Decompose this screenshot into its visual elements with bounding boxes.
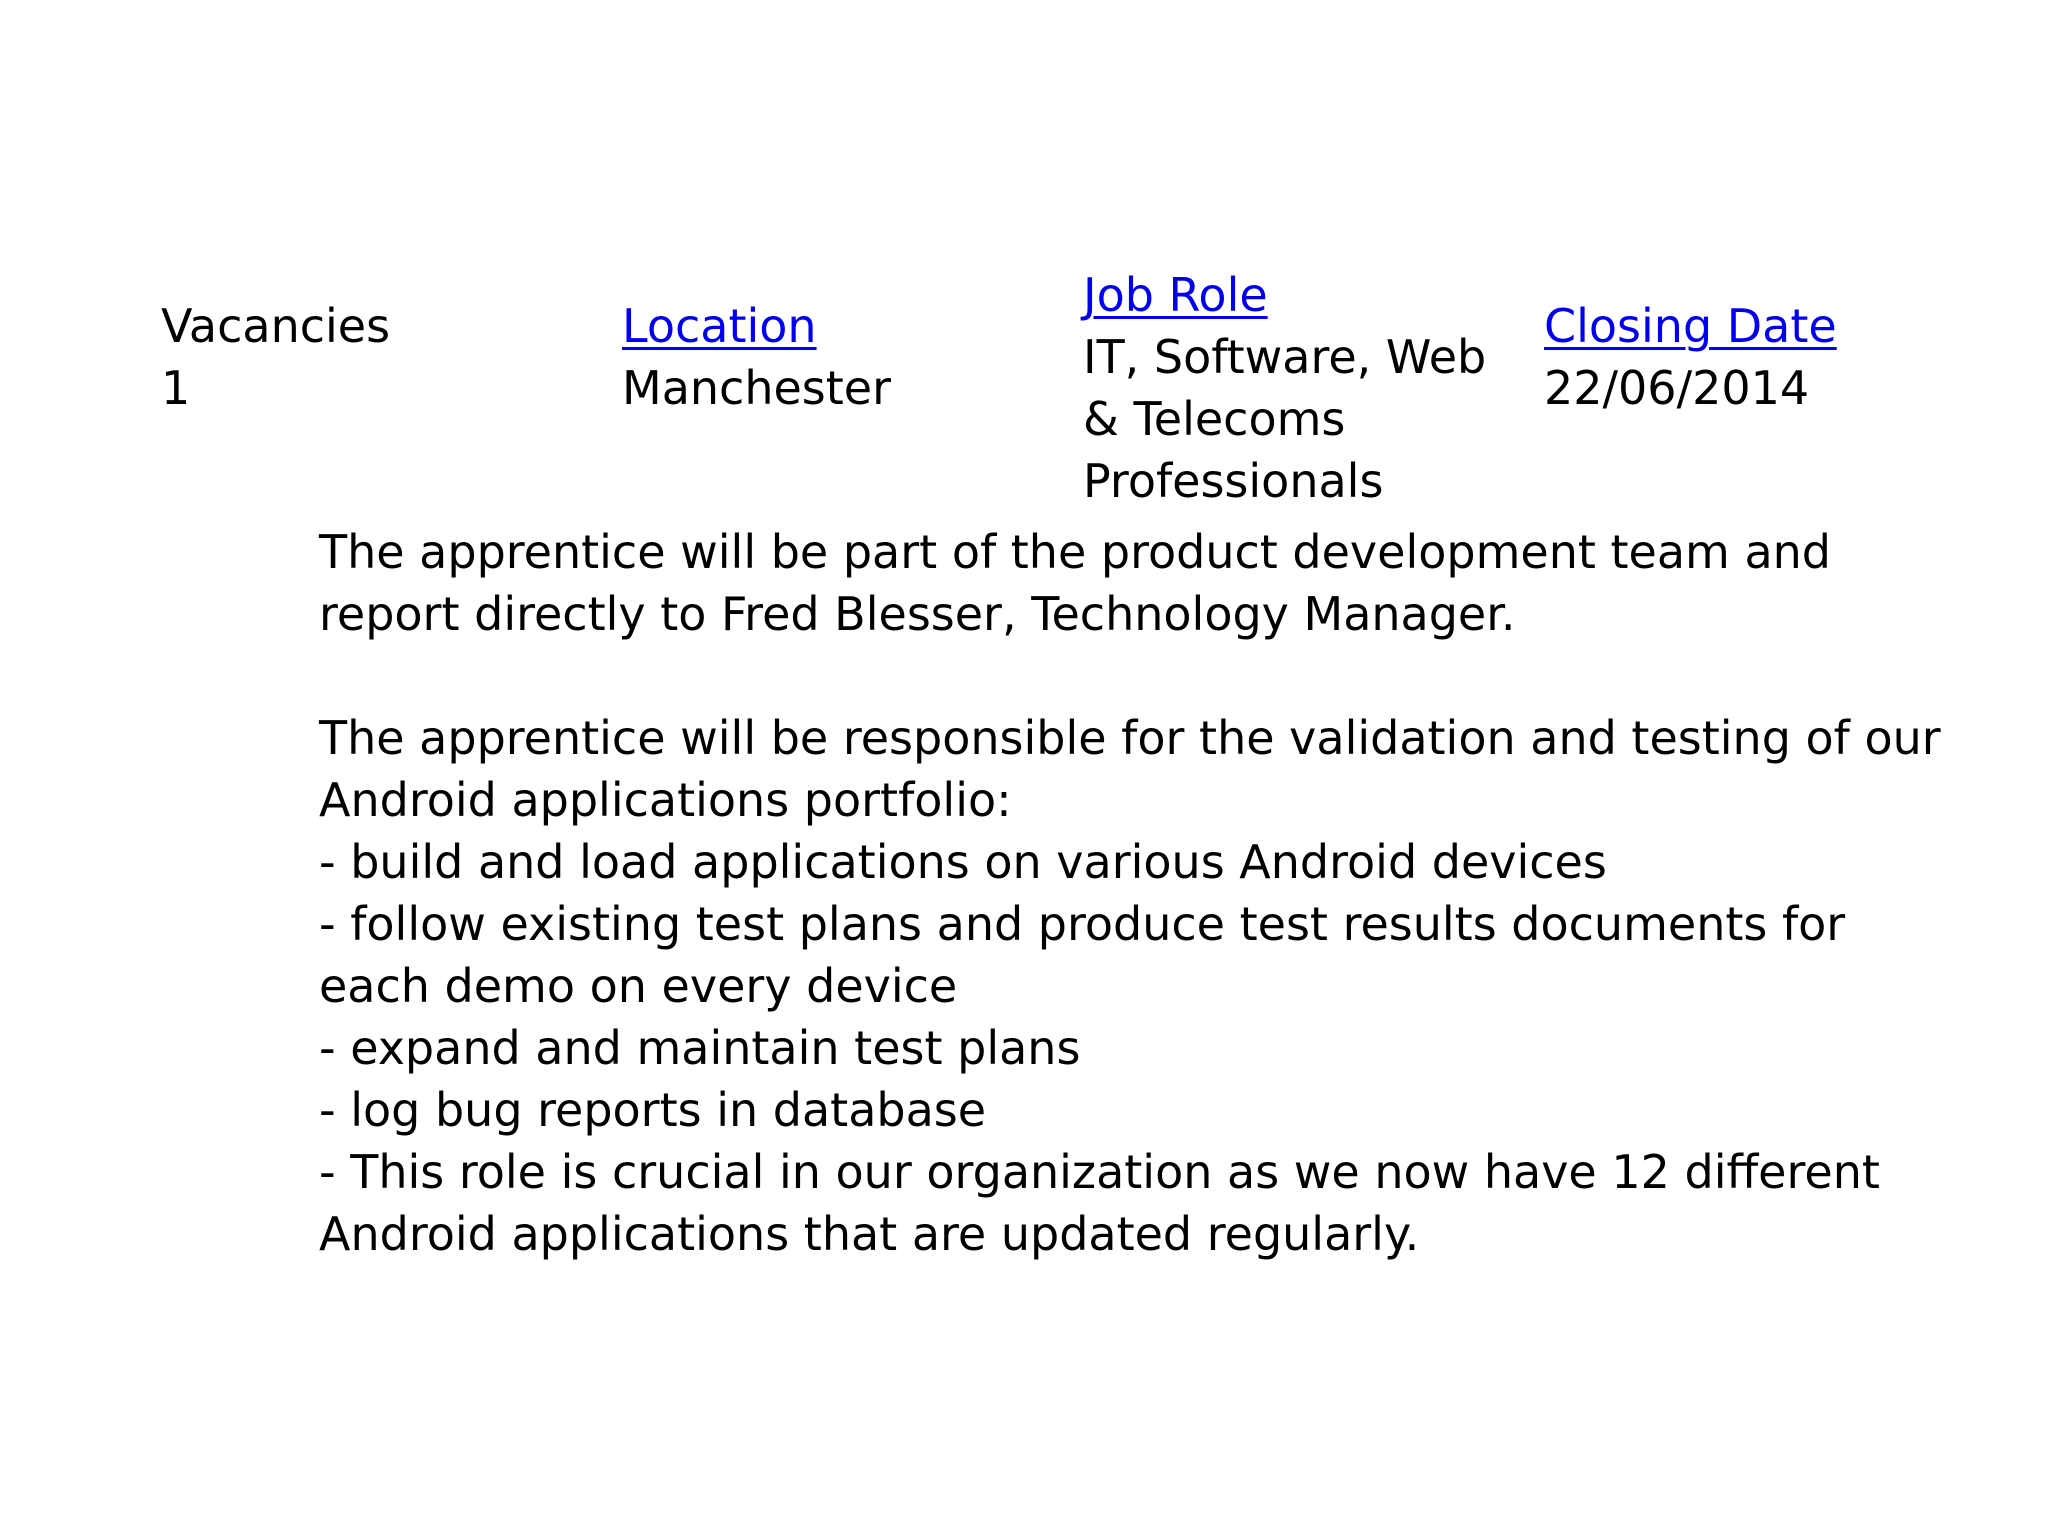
description-line: The apprentice will be responsible for the validation and testing of our <box>319 711 1941 765</box>
closing-date-link[interactable]: Closing Date <box>1544 299 1837 353</box>
description-bullet: - This role is crucial in our organization as we now have 12 different <box>319 1145 1880 1199</box>
paragraph-gap <box>319 645 1879 707</box>
job-role-value: IT, Software, Web & Telecoms Professionals <box>1083 330 1487 508</box>
description-bullet: - expand and maintain test plans <box>319 1021 1081 1075</box>
closing-date-field <box>1544 295 1984 419</box>
job-role-link[interactable]: Job Role <box>1083 268 1268 322</box>
description-line: report directly to Fred Blesser, Technology Manager. <box>319 587 1516 641</box>
description-bullet: - follow existing test plans and produce test results documents for <box>319 897 1846 951</box>
description-bullet: - build and load applications on various Android devices <box>319 835 1607 889</box>
description-line: Android applications portfolio: <box>319 773 1012 827</box>
description-bullet: - log bug reports in database <box>319 1083 987 1137</box>
job-role-field <box>1083 264 1513 512</box>
description-line: each demo on every device <box>319 959 958 1013</box>
description-line: The apprentice will be part of the product development team and <box>319 525 1832 579</box>
description-line: Android applications that are updated regularly. <box>319 1207 1420 1261</box>
job-description <box>319 521 1941 1265</box>
closing-date-value: 22/06/2014 <box>1544 361 1810 415</box>
vacancies-value: 1 <box>161 361 191 415</box>
location-value: Manchester <box>622 361 891 415</box>
vacancies-field <box>161 295 601 419</box>
vacancies-label: Vacancies <box>161 299 391 353</box>
location-field <box>622 295 1062 419</box>
location-link[interactable]: Location <box>622 299 817 353</box>
